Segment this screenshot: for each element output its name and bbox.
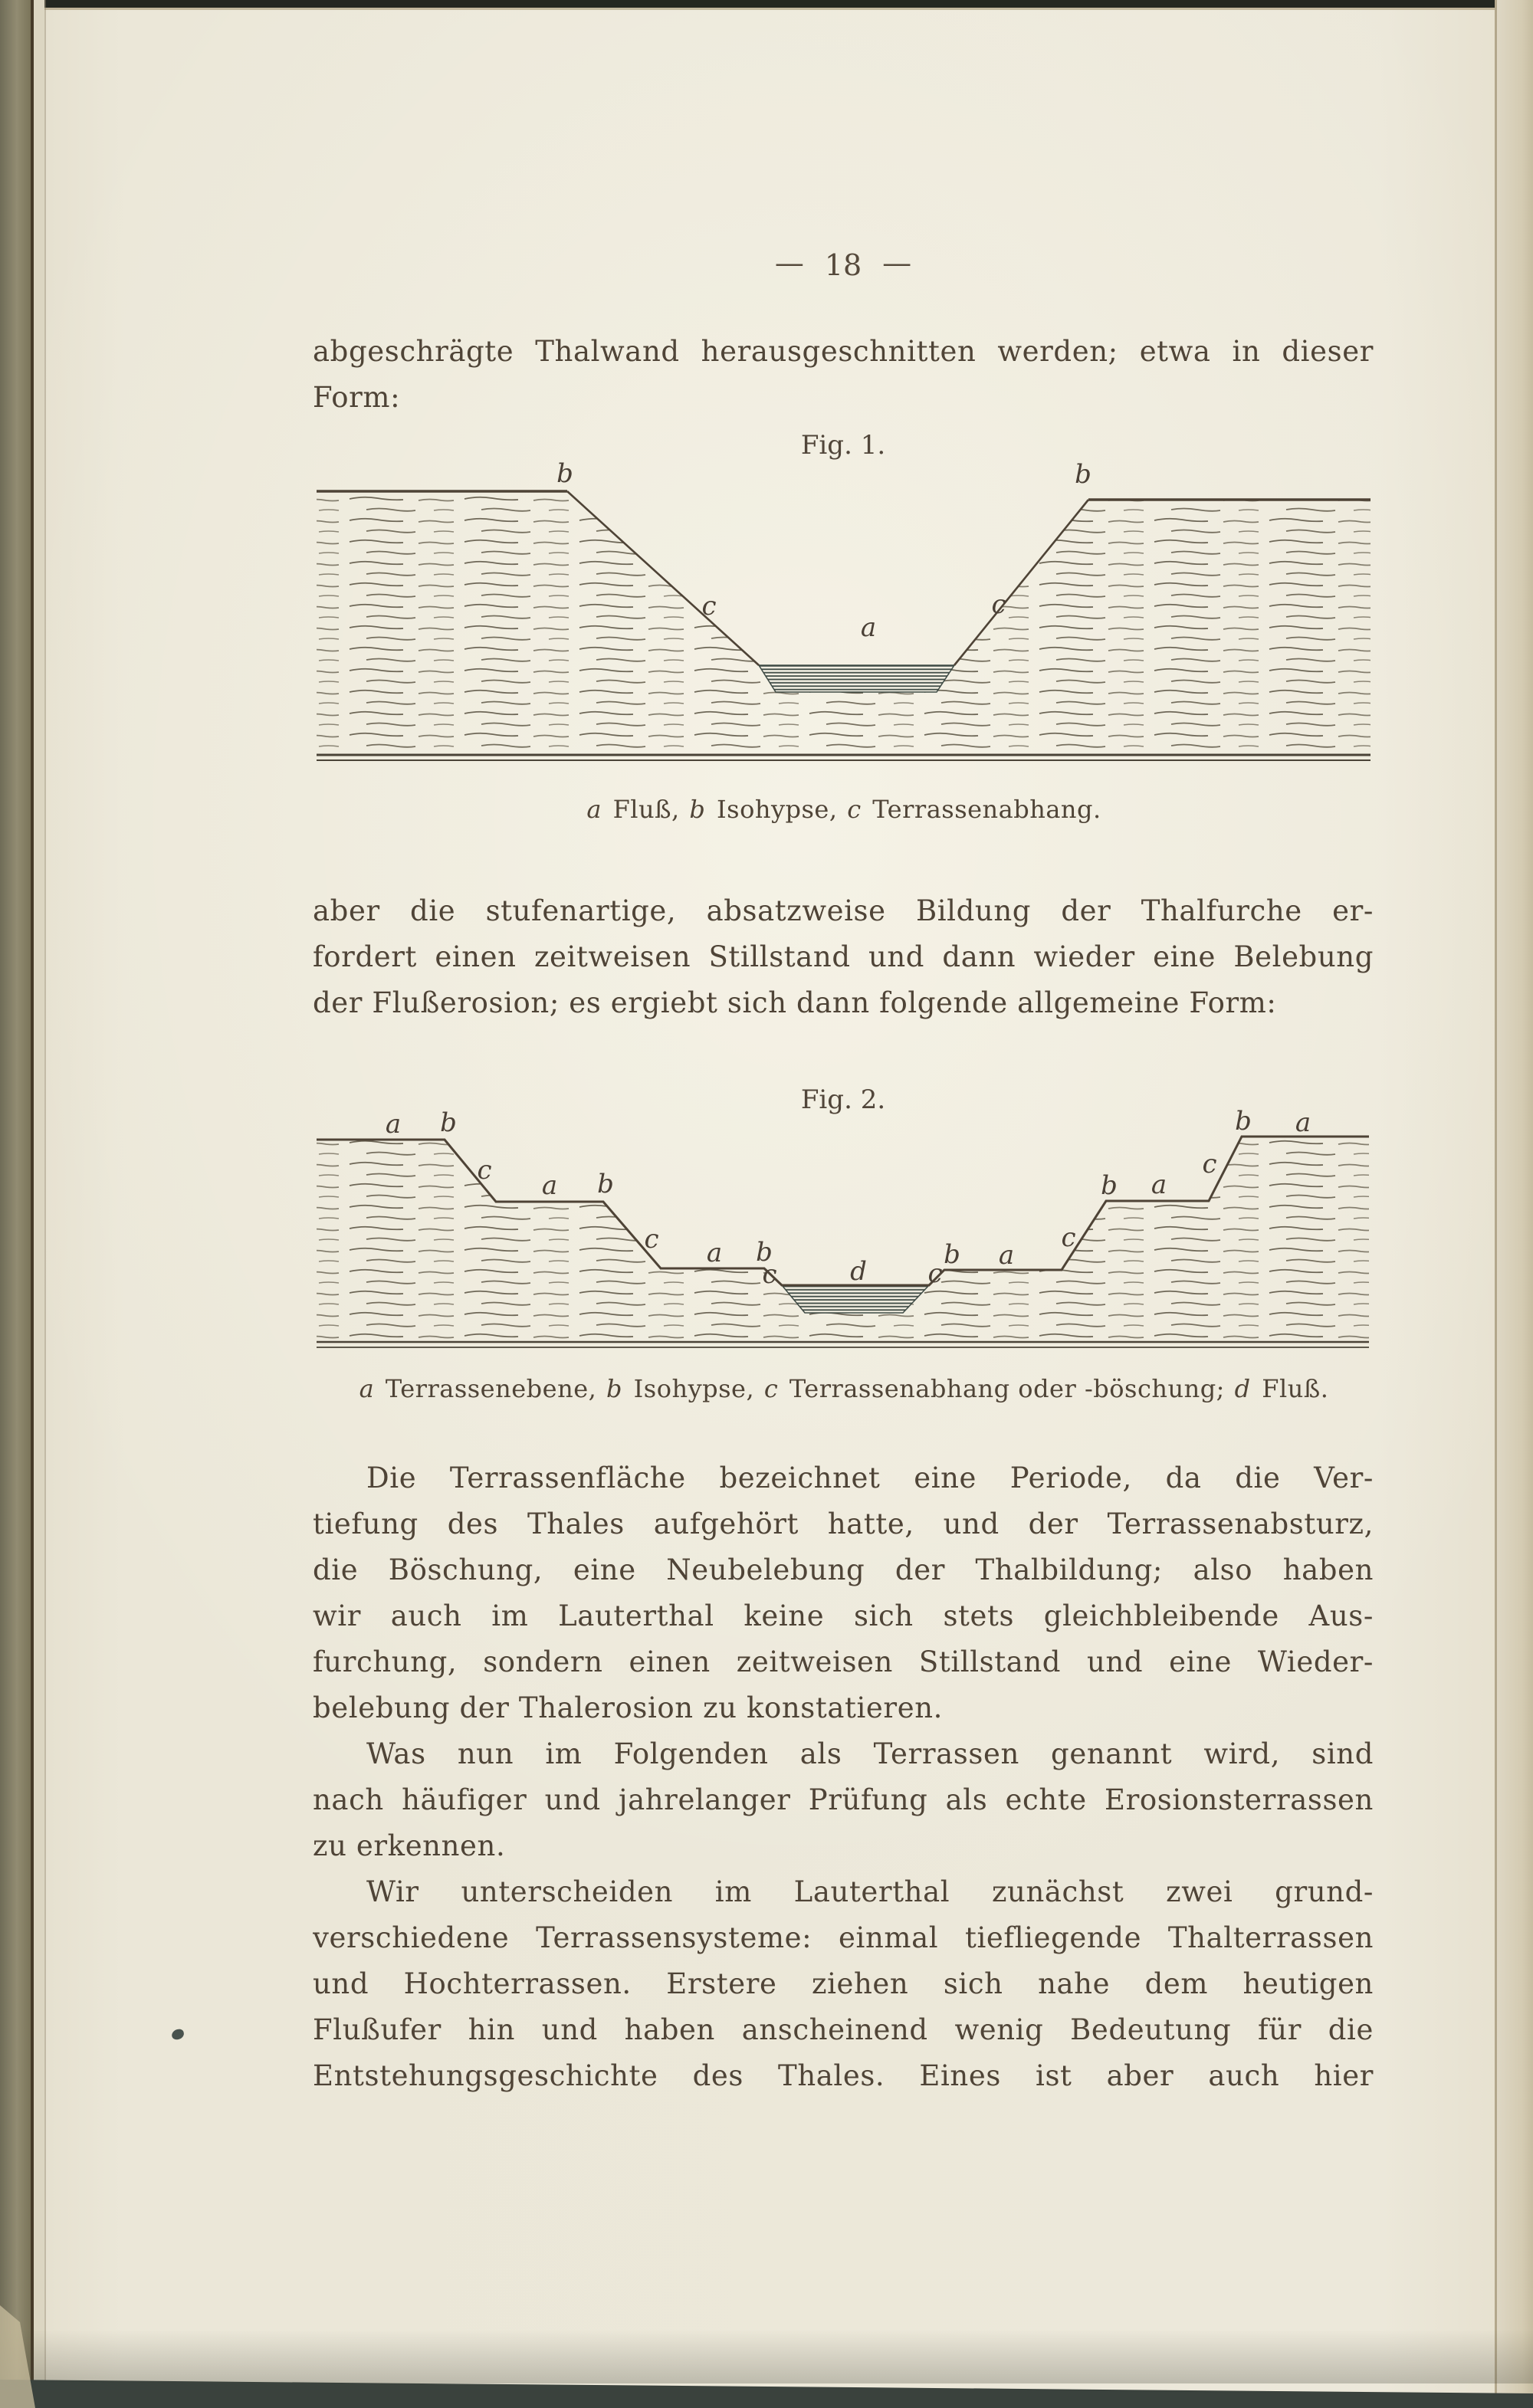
fig2-label-a-6: a (1295, 1107, 1311, 1138)
paragraph-middle (313, 888, 1374, 1026)
caption-key-letter: c (763, 1374, 779, 1403)
figure1-title: Fig. 1. (800, 430, 886, 461)
figure1-caption (313, 789, 1374, 829)
fig1-label-c-right: c (991, 589, 1006, 620)
caption-text: Fluß. (1253, 1374, 1329, 1403)
paragraph-terrassenflaeche (313, 1455, 1374, 1731)
fig1-label-a: a (860, 612, 877, 643)
caption-key-letter: b (689, 795, 706, 824)
text-line: tiefung des Thales aufgehört hatte, und der Terrassenabsturz, (313, 1507, 1374, 1540)
caption-text: Terrassenabhang oder -böschung; (781, 1374, 1233, 1403)
fig2-label-a-5: a (1151, 1170, 1167, 1200)
fig2-river (782, 1285, 929, 1313)
caption-key-letter: d (1234, 1374, 1251, 1403)
text-line: abgeschrägte Thalwand herausgeschnitten werden; etwa in dieser (313, 335, 1374, 368)
figure1-drawing (317, 458, 1371, 760)
fig1-label-b-left: b (556, 458, 573, 489)
caption-key-letter: a (359, 1374, 375, 1403)
text-line: und Hochterrassen. Erstere ziehen sich nahe dem heutigen (313, 1967, 1374, 2000)
fig1-label-c-left: c (701, 591, 717, 622)
caption-key-letter: b (606, 1374, 622, 1403)
page-number: 18 (824, 248, 862, 282)
caption-text: Isohypse, (625, 1374, 763, 1403)
caption-text: Terrassenebene, (377, 1374, 605, 1403)
fig2-label-c-3: c (762, 1259, 777, 1290)
text-line: nach häufiger und jahrelanger Prüfung als echte Erosionsterrassen (313, 1783, 1374, 1816)
text-line: die Böschung, eine Neubelebung der Thalbildung; also haben (313, 1553, 1374, 1586)
fig2-label-b-6: b (1235, 1106, 1252, 1137)
text-line: Entstehungsgeschichte des Thales. Eines ist aber auch hier (313, 2059, 1374, 2092)
paragraph-was-nun (313, 1731, 1374, 1869)
figure2-caption (313, 1369, 1374, 1409)
fig2-label-c-6: c (1202, 1149, 1217, 1179)
text-line: Die Terrassenfläche bezeichnet eine Periode, da die Ver- (366, 1462, 1374, 1494)
fig2-label-d: d (850, 1256, 867, 1287)
figure2-drawing (317, 1106, 1369, 1347)
text-line: wir auch im Lauterthal keine sich stets gleichbleibende Aus- (313, 1599, 1374, 1632)
page-number-dash-left: — (774, 246, 804, 280)
page-number-dash-right: — (882, 246, 912, 280)
text-line: Was nun im Folgenden als Terrassen genannt wird, sind (366, 1737, 1374, 1770)
fig2-label-b-1: b (440, 1107, 457, 1138)
text-line: aber die stufenartige, absatzweise Bildung der Thalfurche er- (313, 894, 1374, 927)
fig2-label-c-1: c (477, 1155, 492, 1186)
fig2-label-a-1: a (385, 1109, 402, 1140)
text-line: Wir unterscheiden im Lauterthal zunächst zwei grund- (366, 1875, 1374, 1908)
fig2-label-a-2: a (541, 1170, 558, 1201)
fig2-label-b-4: b (944, 1239, 960, 1270)
fig2-label-b-2: b (597, 1169, 614, 1199)
paragraph-wir-unterscheiden (313, 1869, 1374, 2099)
text-line: Flußufer hin und haben anscheinend wenig Bedeutung für die (313, 2013, 1374, 2046)
text-line: furchung, sondern einen zeitweisen Stillstand und eine Wieder- (313, 1645, 1374, 1678)
text-line: fordert einen zeitweisen Stillstand und dann wieder eine Belebung (313, 940, 1374, 973)
fig1-label-b-right: b (1075, 459, 1091, 490)
text-line: der Flußerosion; es ergiebt sich dann folgende allgemeine Form: (313, 986, 1277, 1019)
fig2-label-a-3: a (706, 1238, 723, 1268)
caption-text: Terrassenabhang. (864, 795, 1101, 824)
caption-text: Fluß, (604, 795, 688, 824)
caption-text: Isohypse, (708, 795, 846, 824)
text-line: Form: (313, 381, 401, 414)
fig1-terrain-hatch (317, 491, 1371, 754)
text-line: verschiedene Terrassensysteme: einmal tiefliegende Thalterrassen (313, 1921, 1374, 1954)
fig2-label-a-4: a (998, 1240, 1015, 1271)
fig2-label-b-3: b (756, 1237, 773, 1268)
figure2-title: Fig. 2. (800, 1084, 886, 1115)
fig2-label-c-5: c (1061, 1222, 1076, 1253)
fig2-label-c-2: c (644, 1224, 659, 1255)
caption-key-letter: c (847, 795, 862, 824)
fig2-label-b-5: b (1101, 1170, 1118, 1201)
fig2-label-c-4: c (927, 1258, 943, 1289)
text-line: belebung der Thalerosion zu konstatieren. (313, 1691, 943, 1724)
text-line: zu erkennen. (313, 1829, 506, 1862)
caption-key-letter: a (586, 795, 602, 824)
fig1-river (759, 665, 954, 692)
